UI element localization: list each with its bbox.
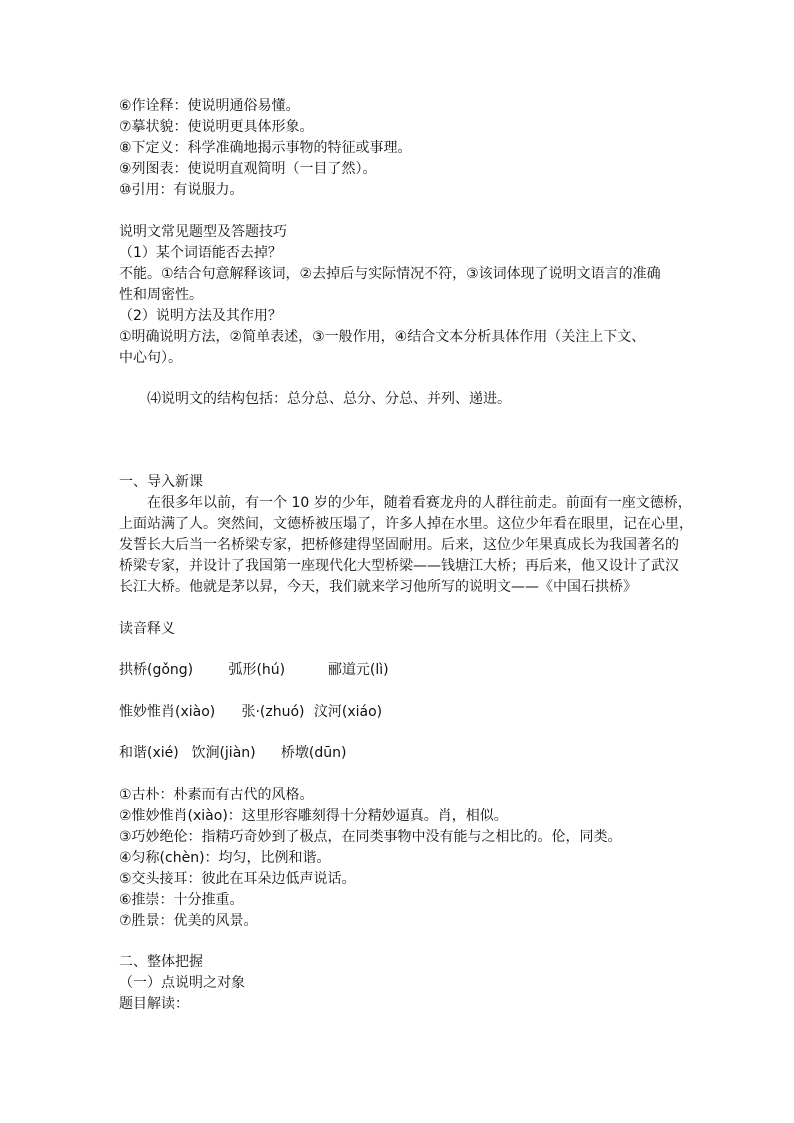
pronunciation-term: 惟妙惟肖(xiào)	[119, 704, 216, 720]
intro-paragraph-line: 在很多年以前，有一个 10 岁的少年，随着看赛龙舟的人群往前走。前面有一座文德桥，	[147, 495, 692, 511]
method-item: ⑩引用：有说服力。	[119, 182, 244, 198]
intro-paragraph-line: 上面站满了人。突然间，文德桥被压塌了，许多人掉在水里。这位少年看在眼里，记在心里，	[119, 516, 693, 532]
tips-answer-1: 不能。①结合句意解释该词，②去掉后与实际情况不符，③该词体现了说明文语言的准确	[119, 266, 661, 282]
intro-paragraph-line: 发誓长大后当一名桥梁专家，把桥修建得坚固耐用。后来，这位少年果真成长为我国著名的	[119, 537, 679, 553]
pronunciation-row	[119, 660, 389, 680]
tips-answer-2-cont: 中心句）。	[119, 350, 182, 366]
tips-question-2: （2）说明方法及其作用？	[119, 308, 282, 324]
glossary-item: ⑤交头接耳：彼此在耳朵边低声说话。	[119, 871, 356, 887]
pronunciation-term: 和谐(xié)	[119, 745, 179, 761]
tips-question-1: （1）某个词语能否去掉？	[119, 245, 282, 261]
glossary-item: ④匀称(chèn)：均匀，比例和谐。	[119, 850, 331, 866]
tips-answer-1-cont: 性和周密性。	[119, 287, 203, 303]
pronunciation-term: 弧形(hú)	[228, 662, 286, 678]
tips-answer-2: ①明确说明方法，②简单表述，③一般作用，④结合文本分析具体作用（关注上下文、	[119, 329, 646, 345]
pronunciation-term: 拱桥(gǒng)	[119, 662, 194, 678]
method-item: ⑥作诠释：使说明通俗易懂。	[119, 98, 300, 114]
pronunciation-term: 汶河(xiáo)	[313, 704, 383, 720]
glossary-item: ①古朴：朴素而有古代的风格。	[119, 787, 314, 803]
glossary-item: ⑥推崇：十分推重。	[119, 892, 244, 908]
overview-subheading: （一）点说明之对象	[119, 975, 245, 991]
pronunciation-term: 桥墩(dūn)	[280, 745, 347, 761]
intro-paragraph-line: 桥梁专家，并设计了我国第一座现代化大型桥梁——钱塘江大桥；再后来，他又设计了武汉	[119, 558, 679, 574]
overview-title-reading: 题目解读：	[119, 996, 189, 1012]
intro-heading: 一、导入新课	[119, 474, 203, 490]
pronunciation-term: 郦道元(lì)	[327, 662, 389, 678]
method-item: ⑧下定义：科学准确地揭示事物的特征或事理。	[119, 140, 412, 156]
glossary-item: ②惟妙惟肖(xiào)：这里形容雕刻得十分精妙逼真。肖，相似。	[119, 808, 508, 824]
overview-heading: 二、整体把握	[119, 954, 203, 970]
pronunciation-term: 饮涧(jiàn)	[191, 745, 256, 761]
method-item: ⑦摹状貌：使说明更具体形象。	[119, 119, 314, 135]
pronunciation-heading: 读音释义	[119, 621, 175, 637]
glossary-item: ③巧妙绝伦：指精巧奇妙到了极点，在同类事物中没有能与之相比的。伦，同类。	[119, 829, 622, 845]
intro-paragraph-line: 长江大桥。他就是茅以昇，今天，我们就来学习他所写的说明文——《中国石拱桥》	[119, 579, 637, 595]
pronunciation-term: 张·(zhuó)	[241, 704, 305, 720]
pronunciation-row	[119, 702, 382, 722]
tips-structure: ⑷说明文的结构包括：总分总、总分、分总、并列、递进。	[147, 391, 511, 407]
pronunciation-row	[119, 743, 346, 763]
glossary-item: ⑦胜景：优美的风景。	[119, 913, 258, 929]
tips-title: 说明文常见题型及答题技巧	[119, 224, 287, 240]
method-item: ⑨列图表：使说明直观简明（一目了然）。	[119, 161, 377, 177]
